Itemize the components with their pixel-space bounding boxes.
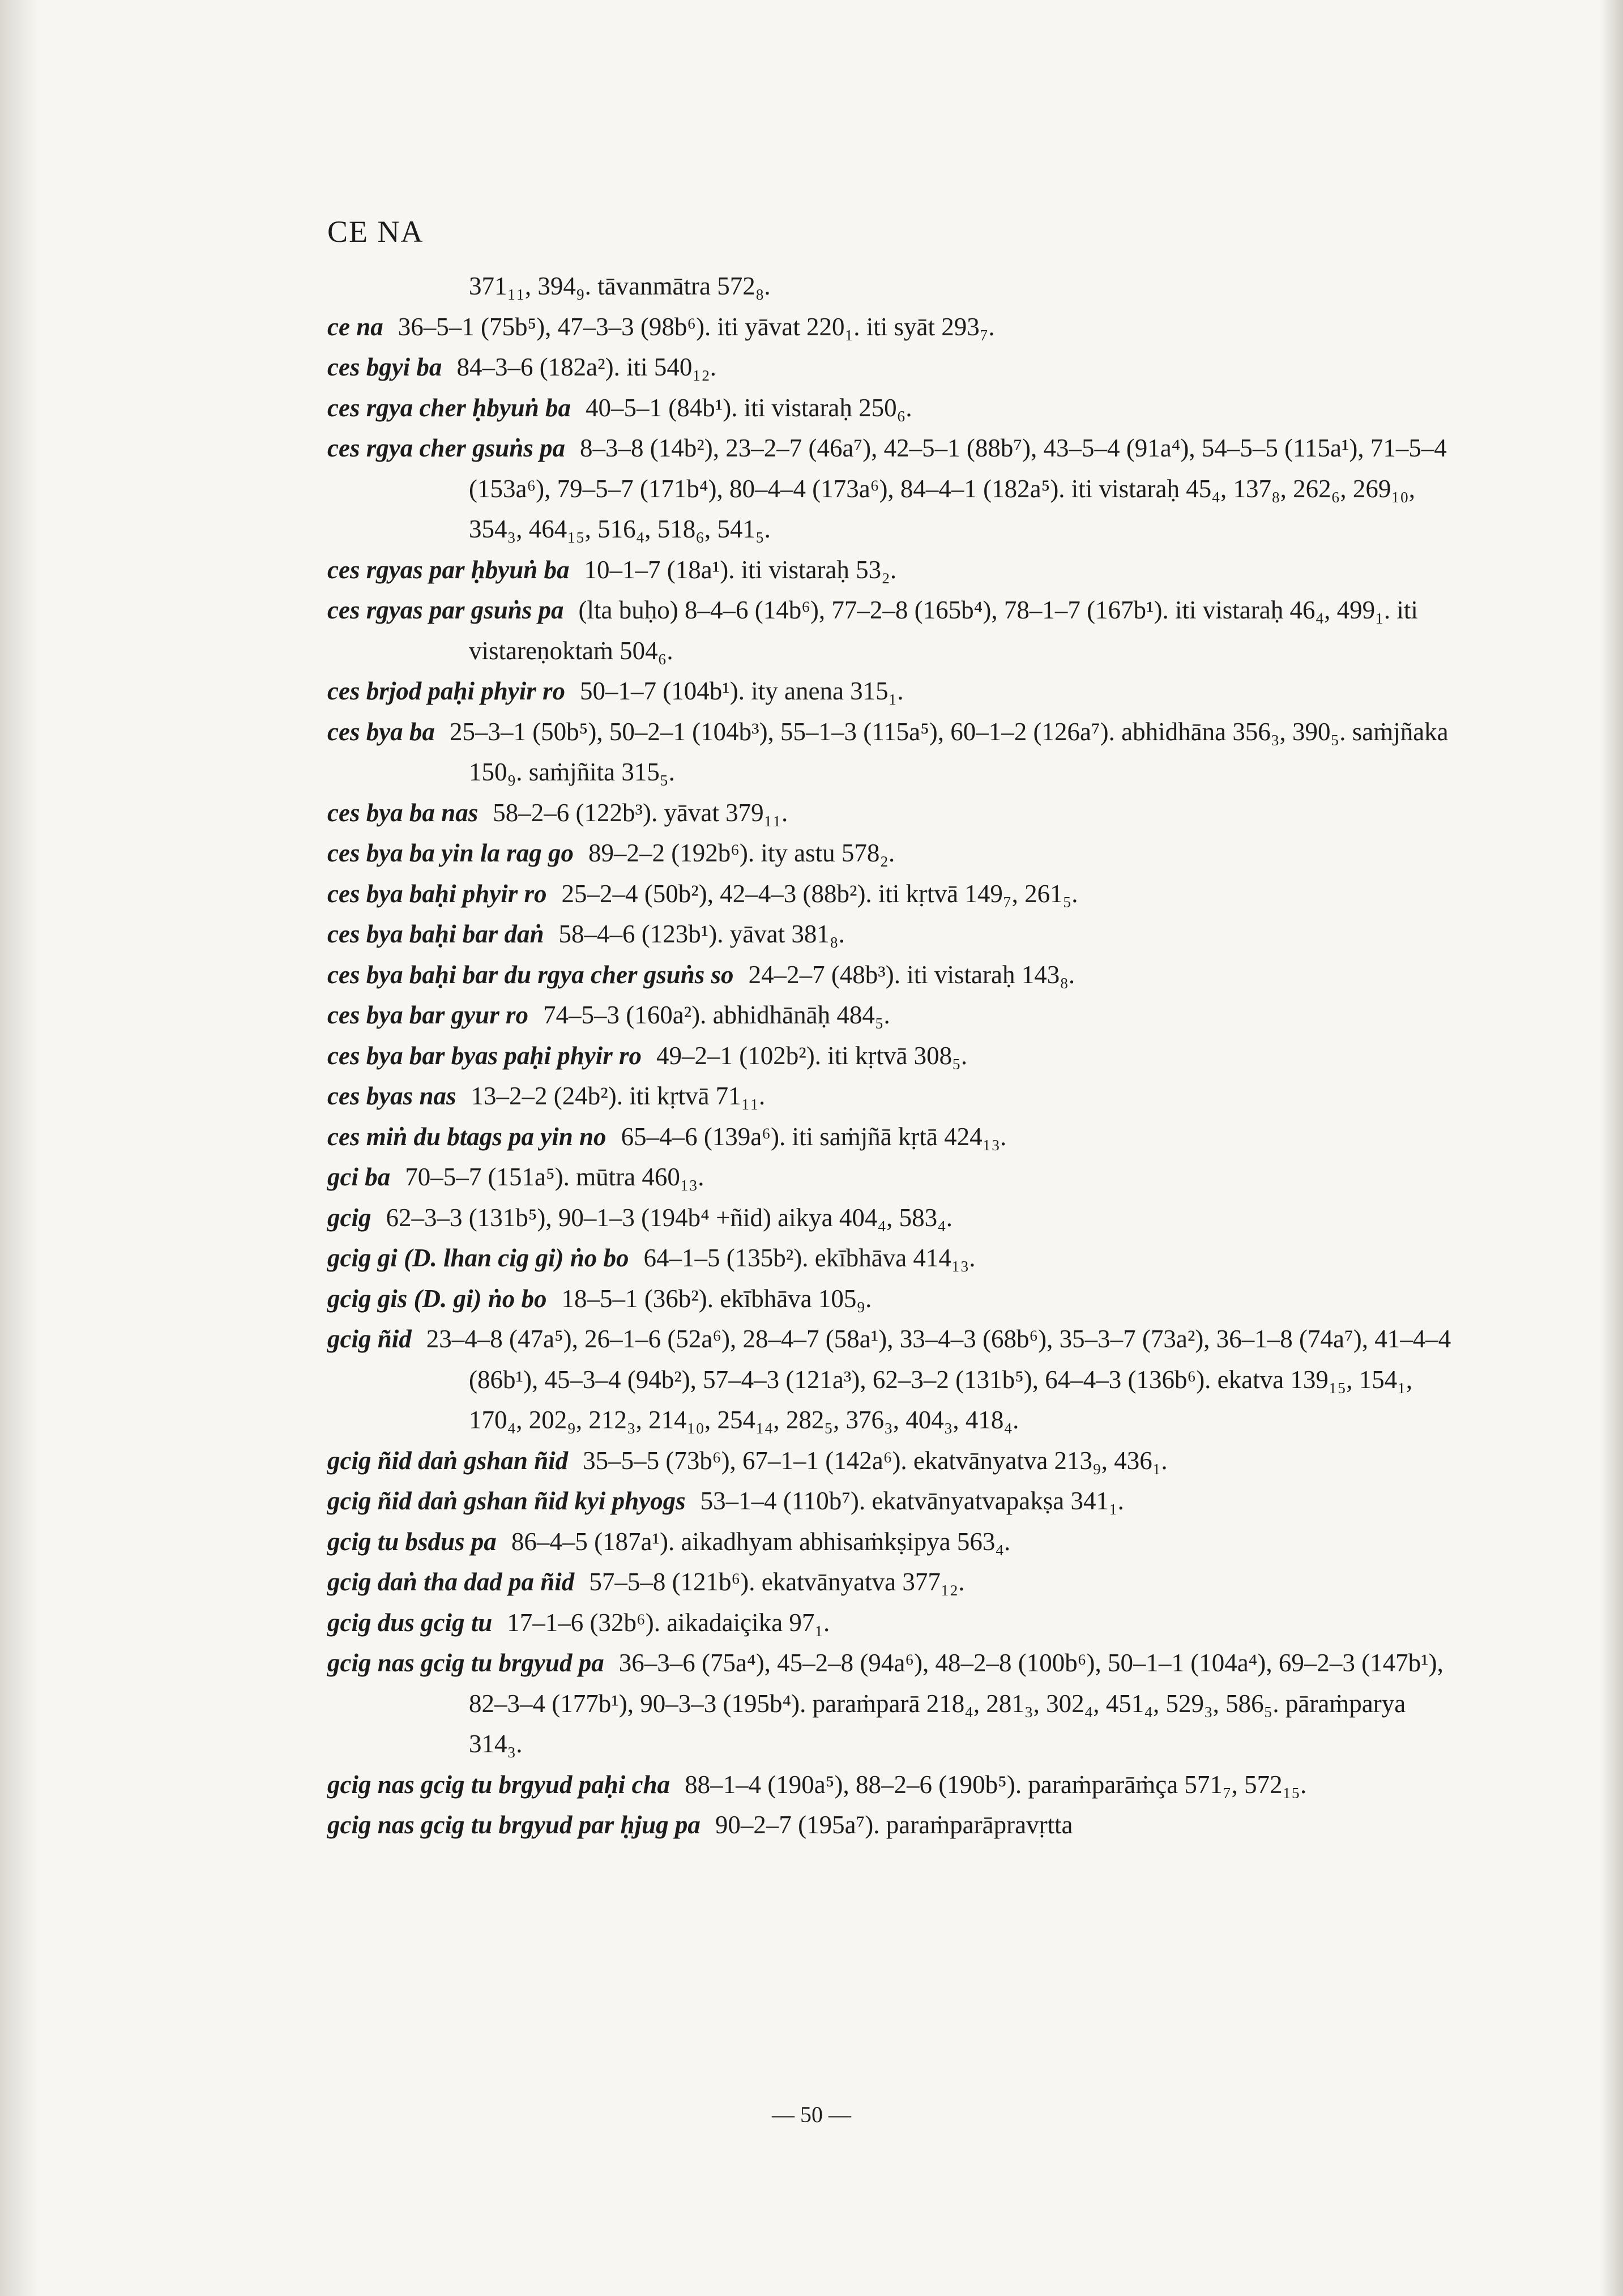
dictionary-entry	[327, 1643, 1460, 1765]
entry-references: 70–5–7 (151a⁵). mūtra 460₁₃.	[405, 1163, 704, 1191]
entry-references: 62–3–3 (131b⁵), 90–1–3 (194b⁴ +ñid) aikya 404₄, 583₄.	[386, 1203, 953, 1232]
entry-headword: ces bya bar byas paḥi phyir ro	[327, 1041, 642, 1070]
dictionary-entry	[327, 914, 1460, 955]
dictionary-entry	[327, 347, 1460, 388]
dictionary-entry	[327, 266, 1460, 307]
dictionary-entry	[327, 1441, 1460, 1482]
entry-headword: gcig gis (D. gi) ṅo bo	[327, 1284, 547, 1313]
entry-headword: gcig tu bsdus pa	[327, 1527, 497, 1556]
entry-headword: ces byas nas	[327, 1082, 456, 1110]
entry-headword: ces rgya cher ḥbyuṅ ba	[327, 393, 571, 422]
dictionary-entry	[327, 1765, 1460, 1806]
entry-references: 13–2–2 (24b²). iti kṛtvā 71₁₁.	[471, 1082, 766, 1110]
entry-headword: gcig nas gcig tu brgyud par ḥjug pa	[327, 1811, 701, 1839]
entry-headword: ces bya ba	[327, 717, 435, 746]
entry-headword: ces bya ba yin la rag go	[327, 839, 574, 867]
entry-headword: ces rgya cher gsuṅs pa	[327, 434, 566, 462]
entry-headword: gcig ñid	[327, 1325, 412, 1353]
dictionary-entry	[327, 874, 1460, 915]
entry-references: 74–5–3 (160a²). abhidhānāḥ 484₅.	[543, 1001, 890, 1029]
dictionary-entry	[327, 550, 1460, 591]
dictionary-entry	[327, 1319, 1460, 1441]
entry-headword: ces bgyi ba	[327, 353, 442, 381]
entry-references: 25–2–4 (50b²), 42–4–3 (88b²). iti kṛtvā 149₇, 261₅.	[561, 879, 1078, 908]
dictionary-entry	[327, 712, 1460, 793]
dictionary-entry	[327, 1279, 1460, 1320]
entry-references: (lta buḥo) 8–4–6 (14b⁶), 77–2–8 (165b⁴), 78–1–7 (167b¹). iti vistaraḥ 46₄, 499₁. iti vistareṇoktaṁ 504₆.	[469, 596, 1418, 665]
entry-headword: gcig gi (D. lhan cig gi) ṅo bo	[327, 1244, 629, 1272]
dictionary-entry	[327, 307, 1460, 348]
entry-references: 50–1–7 (104b¹). ity anena 315₁.	[580, 677, 904, 705]
dictionary-entry	[327, 1157, 1460, 1198]
entry-headword: ces bya baḥi bar du rgya cher gsuṅs so	[327, 960, 734, 989]
dictionary-entry	[327, 1198, 1460, 1239]
dictionary-entry	[327, 1117, 1460, 1158]
entry-references: 36–5–1 (75b⁵), 47–3–3 (98b⁶). iti yāvat 220₁. iti syāt 293₇.	[398, 312, 995, 341]
scan-edge-right	[1600, 0, 1623, 2296]
dictionary-entry	[327, 793, 1460, 834]
dictionary-entry	[327, 833, 1460, 874]
entry-headword: ces rgyas par gsuṅs pa	[327, 596, 564, 624]
entry-references: 8–3–8 (14b²), 23–2–7 (46a⁷), 42–5–1 (88b⁷), 43–5–4 (91a⁴), 54–5–5 (115a¹), 71–5–4 (153a⁶), 79–5–7 (171b⁴), 80–4–4 (173a⁶), 84–4–1 (182a⁵). iti vistaraḥ 45₄, 137₈, 262₆, 269₁₀, 354₃, 464₁₅, 516₄, 518₆, 541₅.	[469, 434, 1447, 543]
entry-references: 371₁₁, 394₉. tāvanmātra 572₈.	[469, 272, 771, 300]
dictionary-entry	[327, 388, 1460, 429]
entry-headword: ces bya baḥi bar daṅ	[327, 920, 544, 948]
entry-headword: gcig ñid daṅ gshan ñid	[327, 1446, 569, 1475]
entry-headword: ces bya bar gyur ro	[327, 1001, 528, 1029]
entry-references: 86–4–5 (187a¹). aikadhyam abhisaṁkṣipya 563₄.	[511, 1527, 1011, 1556]
scan-edge-left	[0, 0, 40, 2296]
entry-headword: gcig dus gcig tu	[327, 1608, 493, 1637]
entry-headword: gcig nas gcig tu brgyud paḥi cha	[327, 1770, 670, 1799]
dictionary-entry	[327, 428, 1460, 550]
entry-references: 24–2–7 (48b³). iti vistaraḥ 143₈.	[748, 960, 1075, 989]
dictionary-entry	[327, 1805, 1460, 1846]
entry-headword: ces miṅ du btags pa yin no	[327, 1122, 607, 1151]
dictionary-entry	[327, 1036, 1460, 1077]
entry-references: 88–1–4 (190a⁵), 88–2–6 (190b⁵). paraṁparāṁça 571₇, 572₁₅.	[685, 1770, 1307, 1799]
entry-references: 65–4–6 (139a⁶). iti saṁjñā kṛtā 424₁₃.	[621, 1122, 1007, 1151]
dictionary-entries	[327, 266, 1460, 1846]
entry-headword: gcig nas gcig tu brgyud pa	[327, 1649, 604, 1677]
entry-references: 58–2–6 (122b³). yāvat 379₁₁.	[493, 798, 788, 827]
entry-references: 23–4–8 (47a⁵), 26–1–6 (52a⁶), 28–4–7 (58a¹), 33–4–3 (68b⁶), 35–3–7 (73a²), 36–1–8 (74a⁷), 41–4–4 (86b¹), 45–3–4 (94b²), 57–4–3 (121a³), 62–3–2 (131b⁵), 64–4–3 (136b⁶). ekatva 139₁₅, 154₁, 170₄, 202₉, 212₃, 214₁₀, 254₁₄, 282₅, 376₃, 404₃, 418₄.	[426, 1325, 1451, 1434]
entry-headword: ces bya ba nas	[327, 798, 479, 827]
dictionary-entry	[327, 1481, 1460, 1522]
dictionary-entry	[327, 1522, 1460, 1563]
entry-headword: gcig daṅ tha dad pa ñid	[327, 1568, 575, 1596]
entry-references: 40–5–1 (84b¹). iti vistaraḥ 250₆.	[585, 393, 912, 422]
entry-headword: gcig ñid daṅ gshan ñid kyi phyogs	[327, 1487, 686, 1515]
entry-references: 25–3–1 (50b⁵), 50–2–1 (104b³), 55–1–3 (115a⁵), 60–1–2 (126a⁷). abhidhāna 356₃, 390₅. saṁjñaka 150₉. saṁjñita 315₅.	[449, 717, 1449, 786]
entry-references: 53–1–4 (110b⁷). ekatvānyatvapakṣa 341₁.	[700, 1487, 1124, 1515]
entry-references: 84–3–6 (182a²). iti 540₁₂.	[456, 353, 717, 381]
entry-references: 35–5–5 (73b⁶), 67–1–1 (142a⁶). ekatvānyatva 213₉, 436₁.	[583, 1446, 1168, 1475]
dictionary-entry	[327, 955, 1460, 996]
dictionary-entry	[327, 1238, 1460, 1279]
dictionary-entry	[327, 590, 1460, 671]
dictionary-entry	[327, 995, 1460, 1036]
entry-references: 36–3–6 (75a⁴), 45–2–8 (94a⁶), 48–2–8 (100b⁶), 50–1–1 (104a⁴), 69–2–3 (147b¹), 82–3–4 (177b¹), 90–3–3 (195b⁴). paraṁparā 218₄, 281₃, 302₄, 451₄, 529₃, 586₅. pāraṁparya 314₃.	[469, 1649, 1443, 1758]
entry-headword: gcig	[327, 1203, 371, 1232]
entry-headword: ce na	[327, 312, 383, 341]
entry-headword: ces brjod paḥi phyir ro	[327, 677, 566, 705]
dictionary-entry	[327, 1603, 1460, 1644]
entry-references: 58–4–6 (123b¹). yāvat 381₈.	[558, 920, 845, 948]
entry-references: 64–1–5 (135b²). ekībhāva 414₁₃.	[643, 1244, 976, 1272]
entry-references: 17–1–6 (32b⁶). aikadaiçika 97₁.	[507, 1608, 830, 1637]
entry-headword: ces rgyas par ḥbyuṅ ba	[327, 555, 570, 584]
entry-headword: ces bya baḥi phyir ro	[327, 879, 547, 908]
dictionary-entry	[327, 1562, 1460, 1603]
entry-references: 18–5–1 (36b²). ekībhāva 105₉.	[561, 1284, 872, 1313]
entry-references: 10–1–7 (18a¹). iti vistaraḥ 53₂.	[584, 555, 897, 584]
entry-references: 90–2–7 (195a⁷). paraṁparāpravṛtta	[715, 1811, 1073, 1839]
entry-references: 49–2–1 (102b²). iti kṛtvā 308₅.	[656, 1041, 968, 1070]
dictionary-entry	[327, 671, 1460, 712]
dictionary-entry	[327, 1076, 1460, 1117]
entry-references: 57–5–8 (121b⁶). ekatvānyatva 377₁₂.	[589, 1568, 965, 1596]
running-head: CE NA	[327, 215, 424, 249]
entry-headword: gci ba	[327, 1163, 391, 1191]
page-number: — 50 —	[772, 2102, 851, 2127]
entry-references: 89–2–2 (192b⁶). ity astu 578₂.	[588, 839, 895, 867]
